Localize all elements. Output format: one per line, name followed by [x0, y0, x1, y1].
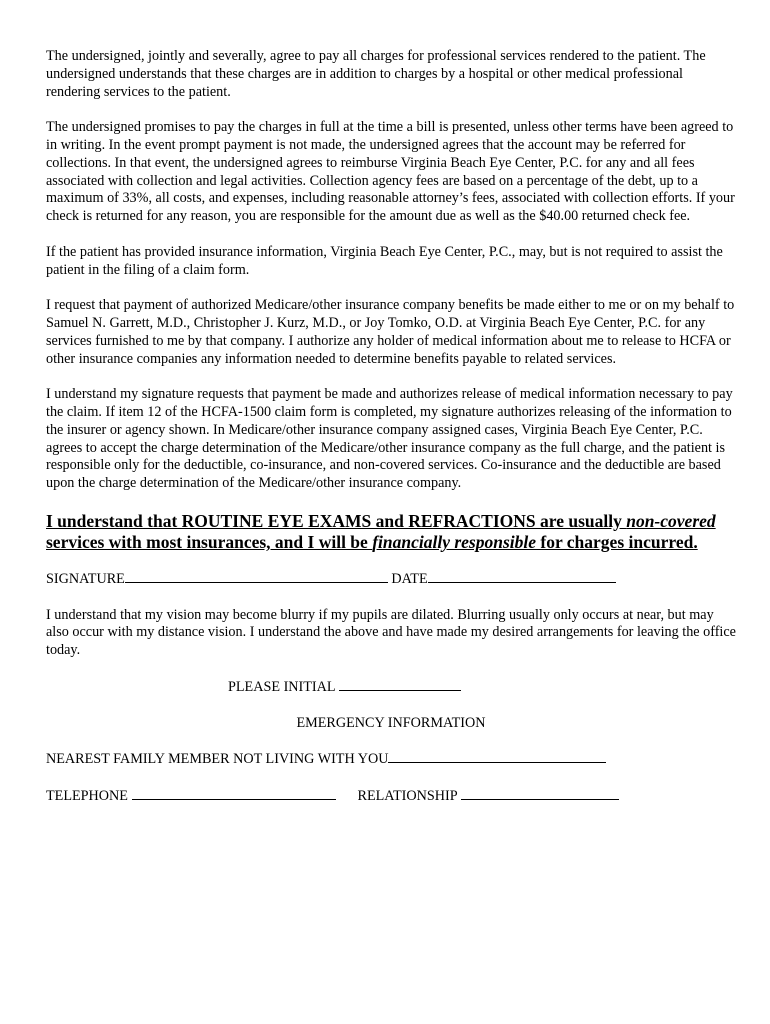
- notice-text-1: I understand that ROUTINE EYE EXAMS and REFRACTIONS are usually: [46, 510, 627, 531]
- signature-field[interactable]: [125, 570, 388, 583]
- paragraph-payment-terms: The undersigned promises to pay the charges in full at the time a bill is presented, unless other terms have been agreed to in writing. In the event prompt payment is not made, the undersigned agrees that the account may be referred for collections. In that event, the undersigned agrees to reimburse Virginia Beach Eye Center, P.C. for any and all fees associated with collection and legal activities. Collection agency fees are based on a percentage of the debt, up to a maximum of 33%, all costs, and expenses, including reasonable attorney’s fees, associated with collection efforts. If your check is returned for any reason, you are responsible for the amount due as well as the $40.00 returned check fee.: [46, 119, 735, 225]
- telephone-relationship-row: [46, 787, 736, 806]
- family-member-field[interactable]: [388, 750, 606, 763]
- notice-italic-1: non-covered: [626, 510, 716, 531]
- notice-text-2: services with most insurances, and I will be: [46, 532, 373, 553]
- paragraph-claim-assistance: If the patient has provided insurance information, Virginia Beach Eye Center, P.C., may, but is not required to assist the patient in the filing of a claim form.: [46, 243, 723, 278]
- family-member-row: [46, 750, 736, 769]
- emergency-heading: EMERGENCY INFORMATION: [296, 714, 486, 731]
- paragraph-signature-authorization: I understand my signature requests that payment be made and authorizes release of medical information necessary to pay the claim. If item 12 of the HCFA-1500 claim form is completed, my signature authorizes releasing of the information to the insurer or agency shown. In Medicare/other insurance company assigned cases, Virginia Beach Eye Center, P.C. agrees to accept the charge determination of the Medicare/other insurance company as the full charge, and the patient is responsible only for the deductible, co-insurance, and non-covered services. Co-insurance and the deductible are based upon the charge determination of the Medicare/other insurance company.: [46, 386, 733, 492]
- initial-label: PLEASE INITIAL: [228, 678, 336, 695]
- routine-exam-notice: [46, 511, 736, 554]
- notice-text-3: for charges incurred.: [536, 532, 698, 553]
- family-member-label: NEAREST FAMILY MEMBER NOT LIVING WITH YOU: [46, 751, 389, 768]
- paragraph-vision-dilation: I understand that my vision may become blurry if my pupils are dilated. Blurring usually only occurs at near, but may also occur with my distance vision. I understand the above and have made my desired arrangements for leaving the office today.: [46, 606, 736, 659]
- signature-label: SIGNATURE: [46, 570, 125, 587]
- paragraph-benefits-assignment: I request that payment of authorized Medicare/other insurance company benefits be made either to me or on my behalf to Samuel N. Garrett, M.D., Christopher J. Kurz, M.D., or Joy Tomko, O.D. at Virginia Beach Eye Center, P.C. for any services furnished to me by that company. I authorize any holder of medical information about me to release to HCFA or other insurance companies any information needed to determine benefits payable to related services.: [46, 297, 735, 367]
- date-field[interactable]: [428, 570, 616, 583]
- initial-field[interactable]: [339, 678, 461, 691]
- relationship-field[interactable]: [461, 787, 619, 800]
- relationship-label: RELATIONSHIP: [357, 788, 458, 805]
- notice-italic-2: financially responsible: [372, 532, 537, 553]
- paragraph-joint-liability: The undersigned, jointly and severally, agree to pay all charges for professional services rendered to the patient. The undersigned understands that these charges are in addition to charges by a hospital or other medical professional rendering services to the patient.: [46, 48, 706, 100]
- telephone-label: TELEPHONE: [46, 788, 128, 805]
- signature-row: [46, 570, 736, 589]
- telephone-field[interactable]: [132, 787, 336, 800]
- consent-form-page: [46, 48, 736, 824]
- initial-row: [46, 678, 736, 697]
- date-label: DATE: [391, 570, 428, 587]
